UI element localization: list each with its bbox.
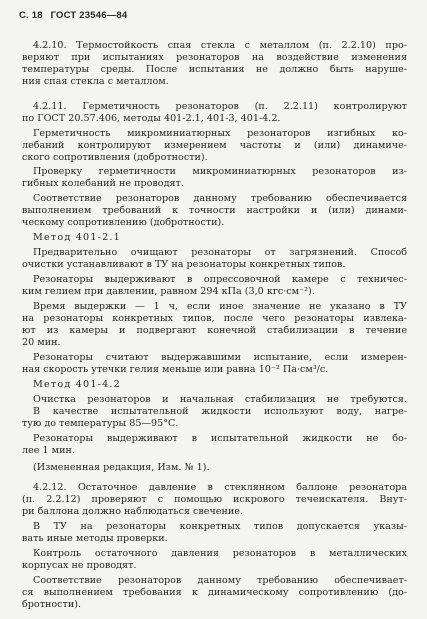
text-line: ри баллона должно наблюдаться свечение. (22, 506, 243, 517)
text-line: Резонаторы выдерживают в испытательной жидкости не бо- (33, 433, 407, 444)
text-line: Контроль остаточного давления резонаторов в металлических (33, 548, 407, 559)
text-line: 4.2.12. Остаточное давление в стеклянном баллоне резонатора (33, 482, 407, 493)
text-line: Резонаторы выдерживают в опрессовочной камере с техничес- (33, 274, 407, 285)
text-line: ся выполнением требования к динамическому сопротивлению (до- (22, 587, 407, 598)
text-line: Соответствие резонаторов данному требованию обеспечивает- (33, 575, 407, 586)
text-line: В качестве испытательной жидкости используют воду, нагре- (33, 406, 407, 417)
text-line: веряют при испытаниях резонаторов на воздействие изменения (22, 52, 407, 63)
text-line: температуры среды. После испытания не должно быть наруше- (22, 64, 407, 75)
standard-code: ГОСТ 23546—84 (50, 10, 128, 21)
text-line: Время выдержки — 1 ч, если иное значение не указано в ТУ (33, 301, 407, 312)
page-number: С. 18 (19, 10, 43, 21)
text-line: выполнением требований к точности настройки и (или) динами- (22, 205, 407, 216)
text-line: Проверку герметичности микроминиатюрных резонаторов из- (33, 166, 407, 177)
text-line: 20 мин. (22, 337, 61, 348)
text-line: (п. 2.2.12) проверяют с помощью искрового течеискателя. Внут- (22, 494, 407, 505)
text-line: 4.2.10. Термостойкость спая стекла с металлом (п. 2.2.10) про- (33, 40, 407, 51)
text-line: по ГОСТ 20.57.406, методы 401-2.1, 401-3, 401-4.2. (22, 113, 281, 124)
text-line: ная скорость утечки гелия меньше или равна 10⁻² Па·см³/с. (22, 364, 329, 375)
text-line: ского сопротивления (добротности). (22, 152, 208, 163)
text-line: Герметичность микроминиатюрных резонаторов изгибных ко- (33, 128, 407, 139)
text-line: корпусах не проводят. (22, 560, 137, 571)
text-line: ют из камеры и подвергают конечной стабилизации в течение (22, 325, 407, 336)
text-line: ния спая стекла с металлом. (22, 76, 169, 87)
text-line: 4.2.11. Герметичность резонаторов (п. 2.2.11) контролируют (33, 101, 407, 112)
text-line: (Измененная редакция, Изм. № 1). (33, 462, 210, 473)
text-line: В ТУ на резонаторы конкретных типов допускается указы- (33, 521, 407, 532)
page-header (19, 10, 132, 21)
text-line: на резонаторы конкретных типов, после чего резонаторы извлека- (22, 313, 407, 324)
text-line: тую до температуры 85—95°С. (22, 418, 179, 429)
text-line: Соответствие резонаторов данному требованию обеспечивается (33, 193, 407, 204)
text-line: Метод 401-4.2 (33, 379, 121, 390)
text-line: Очистка резонаторов и начальная стабилизация не требуются. (33, 394, 407, 405)
text-line: лебаний контролируют измерением частоты и (или) динамиче- (22, 140, 407, 151)
text-line: ческому сопротивлению (добротности). (22, 217, 225, 228)
text-line: очистки устанавливают в ТУ на резонаторы конкретных типов. (22, 259, 346, 270)
text-line: Резонаторы считают выдержавшими испытание, если измерен- (33, 352, 407, 363)
text-line: Метод 401-2.1 (33, 232, 121, 243)
text-line: бротности). (22, 599, 82, 610)
text-line: ким гелием при давлении, равном 294 кПа (3,0 кгс·см⁻²). (22, 286, 315, 297)
text-line: лее 1 мин. (22, 445, 75, 456)
text-line: гибных колебаний не проводят. (22, 178, 184, 189)
text-line: Предварительно очищают резонаторы от загрязнений. Способ (33, 247, 407, 258)
text-line: вать иные методы проверки. (22, 533, 168, 544)
